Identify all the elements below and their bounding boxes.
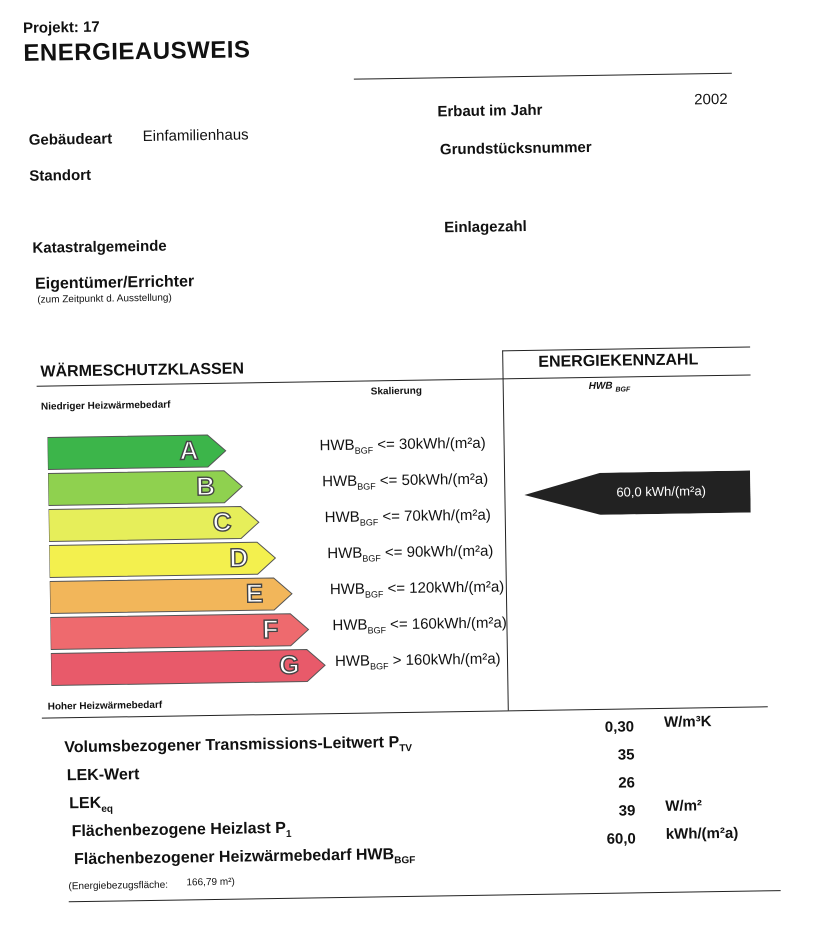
metric-label-4: Flächenbezogener Heizwärmebedarf $HWB_{BGF}$ [73, 846, 416, 869]
class-scale-a: $HWB_{BGF} <= 30kWh/(m^2a)$ [319, 434, 486, 456]
metric-value-0: 0,30 [604, 718, 635, 736]
footnote-label: (Energiebezugsfläche: [68, 879, 169, 893]
classes-heading: WÄRMESCHUTZKLASSEN [40, 360, 245, 381]
high-demand-label: Hoher Heizwärmebedarf [47, 699, 163, 713]
class-letter-e: E [245, 578, 264, 609]
energy-indicator-arrow [524, 471, 751, 517]
owner-note: (zum Zeitpunkt d. Ausstellung) [37, 292, 172, 306]
deposit-number-label: Einlagezahl [444, 217, 527, 237]
class-letter-a: A [179, 435, 199, 466]
metric-value-3: 39 [618, 802, 636, 820]
class-bar-a [47, 433, 228, 472]
plot-number-label: Grundstücksnummer [439, 138, 592, 159]
building-type-value: Einfamilienhaus [142, 126, 249, 145]
location-label: Standort [29, 166, 92, 185]
metrics-table [4, 713, 824, 880]
metric-label-1: LEK-Wert [66, 766, 140, 785]
class-letter-f: F [262, 613, 279, 645]
class-scale-c: $HWB_{BGF} <= 70kWh/(m^2a)$ [324, 506, 491, 528]
metric-label-3: Flächenbezogene Heizlast $P_1$ [71, 819, 292, 841]
building-type-label: Gebäudeart [28, 130, 113, 149]
built-year-value: 2002 [694, 90, 728, 109]
owner-label: Eigentümer/Errichter [34, 273, 195, 293]
metric-unit-0: W/m³K [663, 713, 712, 731]
energy-class-scale [47, 428, 511, 695]
class-scale-d: $HWB_{BGF} <= 90kWh/(m^2a)$ [327, 542, 494, 564]
low-demand-label: Niedriger Heizwärmebedarf [40, 399, 171, 413]
scale-heading: Skalierung [370, 385, 422, 398]
class-letter-g: G [278, 649, 300, 680]
project-label: Projekt: 17 [22, 18, 100, 37]
indicator-value: 60,0 kWh/(m²a) [616, 483, 707, 500]
class-letter-d: D [229, 542, 249, 573]
footnote-value: 166,79 m²) [186, 876, 235, 889]
energy-heading: ENERGIEKENNZAHL [538, 351, 699, 371]
metric-label-2: $LEK_{eq}$ [69, 794, 114, 815]
metric-unit-3: W/m² [665, 797, 703, 815]
metric-value-4: 60,0 [606, 830, 636, 848]
class-scale-b: $HWB_{BGF} <= 50kWh/(m^2a)$ [322, 470, 489, 492]
class-scale-f: $HWB_{BGF} <= 160kWh/(m^2a)$ [332, 614, 507, 636]
built-year-label: Erbaut im Jahr [437, 101, 543, 121]
energy-top-rule [502, 346, 750, 351]
cadastral-label: Katastralgemeinde [32, 237, 167, 257]
footer-rule [69, 890, 781, 902]
class-row-g [51, 647, 501, 692]
metric-value-1: 35 [617, 746, 635, 764]
metric-unit-4: kWh/(m²a) [665, 824, 739, 843]
metric-label-0: Volumsbezogener Transmissions-Leitwert $P_{TV}$ [64, 734, 413, 757]
header-rule [354, 73, 732, 80]
class-scale-g: $HWB_{BGF} > 160kWh/(m^2a)$ [334, 650, 501, 672]
class-scale-e: $HWB_{BGF} <= 120kWh/(m^2a)$ [329, 578, 505, 600]
energy-header-rule [503, 374, 751, 379]
class-letter-b: B [195, 470, 216, 502]
energy-subheading: HWB $_{BGF}$ [588, 380, 631, 394]
page-title: ENERGIEAUSWEIS [23, 36, 251, 67]
class-letter-c: C [212, 506, 232, 537]
metric-value-2: 26 [618, 774, 636, 792]
